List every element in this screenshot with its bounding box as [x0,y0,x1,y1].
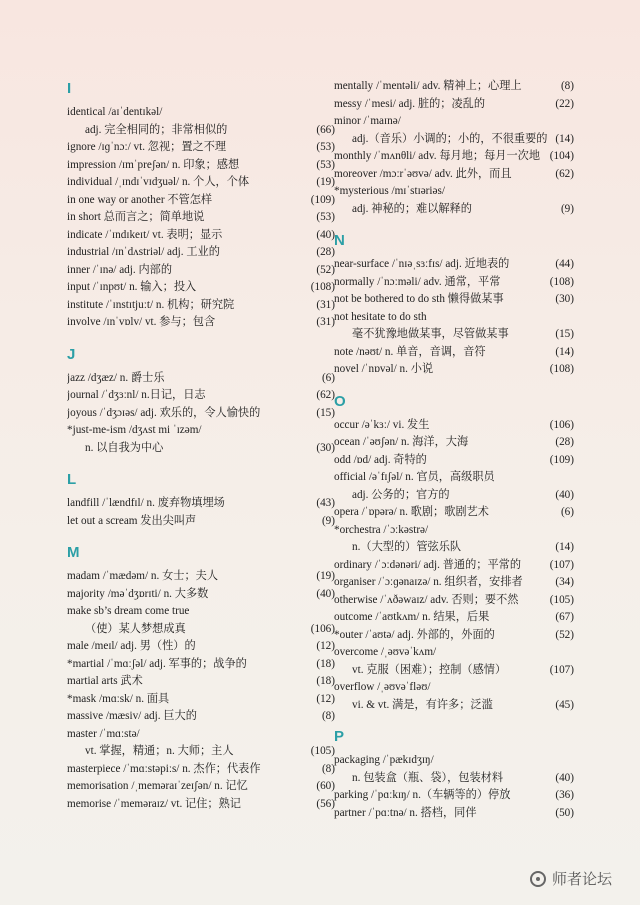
entry-page-ref [570,469,574,487]
entry-page-ref: (52) [316,263,335,276]
entry-text: journal /ˈdʒɜːnl/ n.日记，日志 [67,389,206,401]
section-letter-heading: J [67,345,76,363]
glossary-entry [334,697,574,715]
entry-text: master /ˈmɑːstə/ [67,727,140,740]
glossary-entry [334,539,574,557]
entry-text: ordinary /ˈɔːdənəri/ adj. 普通的；平常的 [334,558,522,571]
entry-text: partner /ˈpɑːtnə/ n. 搭档，同伴 [334,806,477,819]
entry-text: official /əˈfɪʃəl/ n. 官员，高级职员 [334,471,495,483]
entry-text: vt. 掌握，精通；n. 大师；主人 [85,745,234,757]
entry-text: moreover /mɔːrˈəʊvə/ adv. 此外，而且 [334,167,512,180]
glossary-entry [334,609,574,627]
entry-page-ref: (30) [555,293,574,305]
glossary-entry [67,104,335,122]
glossary-entry [67,708,335,726]
entry-page-ref: (18) [316,675,335,687]
glossary-section [334,726,574,822]
entry-text: male /meɪl/ adj. 男（性）的 [67,640,196,652]
entry-text: in one way or another 不管怎样 [67,193,213,206]
entry-page-ref: (62) [555,167,574,180]
glossary-entry [334,504,574,522]
entry-page-ref: (15) [316,406,335,419]
glossary-entry [67,244,335,262]
glossary-entry [67,122,335,140]
entry-page-ref [570,113,574,131]
entry-text: in short 总而言之；简单地说 [67,211,205,223]
entry-page-ref: (9) [560,202,574,215]
entry-text: jazz /dʒæz/ n. 爵士乐 [67,371,165,384]
entry-page-ref: (53) [316,158,335,171]
entry-text: outcome /ˈaʊtkʌm/ n. 结果，后果 [334,611,490,623]
entry-text: impression /ɪmˈpreʃən/ n. 印象；感想 [67,158,240,171]
glossary-section [334,78,574,218]
section-letter-heading: O [334,392,346,410]
entry-text: normally /ˈnɔːməli/ adv. 通常，平常 [334,275,501,288]
entry-text: packaging /ˈpækɪdʒɪŋ/ [334,754,434,766]
entry-text: mentally /ˈmentəli/ adv. 精神上；心理上 [334,80,522,92]
watermark-text: 师者论坛 [552,870,613,888]
glossary-entry [334,557,574,575]
entry-page-ref: (9) [321,514,335,527]
entry-page-ref: (36) [555,789,574,801]
entry-text: martial arts 武术 [67,675,143,687]
entry-page-ref: (104) [549,150,574,162]
entry-text: joyous /ˈdʒɔɪəs/ adj. 欢乐的，令人愉快的 [67,406,261,419]
entry-page-ref: (105) [310,745,335,757]
entry-page-ref: (66) [316,123,335,136]
entry-text: madam /ˈmædəm/ n. 女士；夫人 [67,570,219,582]
entry-text: ocean /ˈəʊʃən/ n. 海洋，大海 [334,436,469,448]
glossary-entry [334,166,574,184]
glossary-entry [334,752,574,770]
glossary-entry [334,787,574,805]
glossary-entry [67,227,335,245]
entry-page-ref: (6) [321,371,335,384]
entry-text: adj. 神秘的；难以解释的 [352,202,472,215]
entry-text: involve /ɪnˈvɒlv/ vt. 参与；包含 [67,316,216,328]
glossary-entry [334,644,574,662]
entry-page-ref: (28) [316,246,335,258]
glossary-entry [67,370,335,388]
glossary-entry [67,279,335,297]
entry-page-ref: (62) [316,389,335,401]
glossary-entry [67,387,335,405]
glossary-entry [67,691,335,709]
glossary-entry [334,183,574,201]
entry-page-ref: (40) [316,587,335,600]
entry-page-ref: (19) [316,176,335,188]
entry-page-ref: (19) [316,570,335,582]
glossary-entry [334,452,574,470]
entry-text: *just-me-ism /dʒʌst mi ˈɪzəm/ [67,424,202,436]
entry-page-ref: (8) [321,762,335,775]
entry-page-ref: (107) [549,558,574,571]
glossary-section [67,78,335,332]
entry-page-ref: (45) [555,698,574,711]
entry-text: adj.（音乐）小调的；小的，不很重要的 [352,132,548,145]
entry-page-ref: (105) [549,593,574,606]
glossary-entry [334,78,574,96]
glossary-entry [67,314,335,332]
glossary-entry [67,568,335,586]
entry-page-ref: (60) [316,780,335,792]
glossary-entry [67,139,335,157]
glossary-entry [334,469,574,487]
entry-page-ref: (108) [549,275,574,288]
entry-page-ref: (31) [316,298,335,311]
glossary-entry [67,778,335,796]
entry-text: inner /ˈɪnə/ adj. 内部的 [67,263,173,276]
entry-text: adj. 完全相同的；非常相似的 [85,123,228,136]
entry-page-ref: (53) [316,211,335,223]
glossary-entry [67,673,335,691]
entry-page-ref: (107) [549,663,574,676]
entry-text: otherwise /ˈʌðəwaɪz/ adv. 否则；要不然 [334,593,519,606]
entry-page-ref: (14) [555,132,574,145]
entry-text: not be bothered to do sth 懒得做某事 [334,293,504,305]
glossary-entry [334,256,574,274]
entry-text: landfill /ˈlændfɪl/ n. 废弃物填埋场 [67,497,225,509]
section-letter-heading: M [67,544,80,561]
glossary-entry [67,209,335,227]
entry-text: *orchestra /ˈɔːkəstrə/ [334,523,429,536]
glossary-entry [67,726,335,744]
entry-text: institute /ˈɪnstɪtjuːt/ n. 机构；研究院 [67,298,235,311]
entry-page-ref: (31) [316,316,335,328]
entry-page-ref: (106) [310,622,335,635]
entry-page-ref: (34) [555,576,574,588]
entry-text: industrial /ɪnˈdʌstriəl/ adj. 工业的 [67,246,220,258]
entry-page-ref: (108) [549,363,574,375]
section-letter-heading: L [67,471,77,488]
entry-page-ref: (50) [555,806,574,819]
glossary-entry [334,592,574,610]
glossary-entry [334,131,574,149]
entry-text: vt. 克服（困难）；控制（感情） [352,663,507,676]
entry-page-ref: (43) [316,497,335,509]
glossary-section [67,542,335,813]
glossary-entry [334,574,574,592]
entry-text: monthly /ˈmʌnθli/ adv. 每月地；每月一次地 [334,150,541,162]
entry-text: make sb’s dream come true [67,605,190,617]
entry-page-ref: (22) [555,97,574,110]
entry-page-ref: (56) [316,797,335,810]
glossary-entry [334,344,574,362]
watermark [530,868,612,889]
entry-page-ref: (12) [316,640,335,652]
entry-text: note /nəʊt/ n. 单音，音调，音符 [334,345,486,358]
glossary-entry [334,309,574,327]
entry-text: *mask /mɑːsk/ n. 面具 [67,692,170,705]
entry-page-ref: (8) [560,80,574,92]
glossary-entry [334,96,574,114]
entry-text: *mysterious /mɪˈstɪəriəs/ [334,185,445,197]
right-column [334,78,574,822]
glossary-entry [334,522,574,540]
glossary-section [67,344,335,458]
entry-text: 毫不犹豫地做某事，尽管做某事 [352,328,509,340]
glossary-entry [67,796,335,814]
glossary-entry [67,192,335,210]
entry-page-ref [570,644,574,662]
glossary-entry [334,417,574,435]
entry-page-ref: (30) [316,441,335,454]
entry-page-ref [570,309,574,327]
glossary-entry [334,487,574,505]
entry-page-ref: (18) [316,657,335,670]
entry-page-ref: (106) [549,418,574,431]
entry-text: adj. 公务的；官方的 [352,488,450,501]
entry-page-ref: (15) [555,328,574,340]
entry-page-ref: (44) [555,258,574,270]
entry-page-ref: (40) [555,488,574,501]
glossary-entry [67,157,335,175]
entry-text: （使）某人梦想成真 [85,622,186,635]
entry-text: let out a scream 发出尖叫声 [67,514,197,527]
entry-text: *martial /ˈmɑːʃəl/ adj. 军事的；战争的 [67,657,247,670]
entry-text: odd /ɒd/ adj. 奇特的 [334,453,427,466]
section-letter-heading: P [334,728,345,745]
entry-text: n. 以自我为中心 [85,441,164,454]
glossary-entry [67,297,335,315]
entry-text: near-surface /ˈnɪəˌsɜːfɪs/ adj. 近地表的 [334,258,510,270]
entry-text: occur /əˈkɜː/ vi. 发生 [334,418,430,431]
entry-page-ref: (12) [316,692,335,705]
entry-text: vi. & vt. 满是，有许多；泛滥 [352,698,493,711]
glossary-section [334,230,574,379]
entry-page-ref [570,183,574,201]
glossary-entry [334,326,574,344]
entry-text: memorisation /ˌmemərаɪˈzeɪʃən/ n. 记忆 [67,780,248,792]
glossary-entry [334,148,574,166]
entry-page-ref: (8) [321,710,335,722]
entry-text: masterpiece /ˈmɑːstəpiːs/ n. 杰作；代表作 [67,762,261,775]
entry-text: input /ˈɪnpʊt/ n. 输入；投入 [67,281,197,293]
entry-text: not hesitate to do sth [334,310,427,323]
section-letter-heading: N [334,232,345,249]
entry-page-ref: (14) [555,541,574,553]
entry-text: messy /ˈmesi/ adj. 脏的；凌乱的 [334,97,486,110]
entry-text: massive /mæsiv/ adj. 巨大的 [67,710,197,722]
glossary-entry [334,201,574,219]
entry-text: indicate /ˈɪndɪkeɪt/ vt. 表明；显示 [67,228,223,241]
glossary-entry [67,513,335,531]
entry-text: *outer /ˈaʊtə/ adj. 外部的，外面的 [334,628,495,641]
left-column [67,78,335,813]
glossary-entry [334,662,574,680]
entry-page-ref: (109) [310,193,335,206]
glossary-entry [67,495,335,513]
entry-page-ref: (67) [555,611,574,623]
glossary-entry [334,770,574,788]
section-letter-heading: I [67,80,72,97]
glossary-entry [67,761,335,779]
glossary-entry [67,638,335,656]
glossary-entry [334,434,574,452]
glossary-entry [334,805,574,823]
entry-page-ref: (28) [555,436,574,448]
glossary-entry [334,627,574,645]
glossary-entry [334,113,574,131]
entry-page-ref: (14) [555,345,574,358]
entry-page-ref: (109) [549,453,574,466]
entry-text: individual /ˌɪndɪˈvɪdʒuəl/ n. 个人，个体 [67,176,250,188]
entry-text: novel /ˈnɒvəl/ n. 小说 [334,363,434,375]
glossary-section [67,469,335,530]
entry-page-ref: (40) [316,228,335,241]
entry-text: overcome /ˌəʊvəˈkʌm/ [334,646,437,658]
glossary-entry [334,361,574,379]
glossary-entry [67,656,335,674]
glossary-entry [67,422,335,440]
glossary-entry [334,291,574,309]
glossary-entry [67,603,335,621]
entry-page-ref [570,522,574,540]
entry-text: memorise /ˈmeməraɪz/ vt. 记住；熟记 [67,797,241,810]
glossary-entry [334,679,574,697]
glossary-entry [67,743,335,761]
entry-page-ref: (53) [316,141,335,153]
entry-page-ref: (108) [310,281,335,293]
entry-page-ref [570,679,574,697]
glossary-entry [67,440,335,458]
entry-text: organiser /ˈɔːɡənaɪzə/ n. 组织者，安排者 [334,576,523,588]
entry-text: parking /ˈpɑːkɪŋ/ n.（车辆等的）停放 [334,789,511,801]
glossary-entry [67,174,335,192]
entry-page-ref: (52) [555,628,574,641]
entry-text: minor /ˈmaɪnə/ [334,115,401,127]
glossary-entry [67,262,335,280]
entry-page-ref [570,752,574,770]
glossary-entry [67,405,335,423]
glossary-entry [67,621,335,639]
entry-text: ignore /ɪɡˈnɔː/ vt. 忽视；置之不理 [67,141,227,153]
entry-page-ref: (6) [560,506,574,518]
wechat-icon [530,871,546,887]
entry-text: majority /məˈdʒɒrɪti/ n. 大多数 [67,587,209,600]
entry-text: overflow /ˌəʊvəˈfləʊ/ [334,681,431,693]
entry-text: identical /aɪˈdentɪkəl/ [67,106,163,118]
entry-text: n. 包装盒（瓶、袋），包装材料 [352,771,504,784]
glossary-entry [67,586,335,604]
entry-text: opera /ˈɒpərə/ n. 歌剧；歌剧艺术 [334,506,489,518]
glossary-section [334,391,574,715]
entry-text: n.（大型的）管弦乐队 [352,541,462,553]
glossary-entry [334,274,574,292]
entry-page-ref: (40) [555,771,574,784]
